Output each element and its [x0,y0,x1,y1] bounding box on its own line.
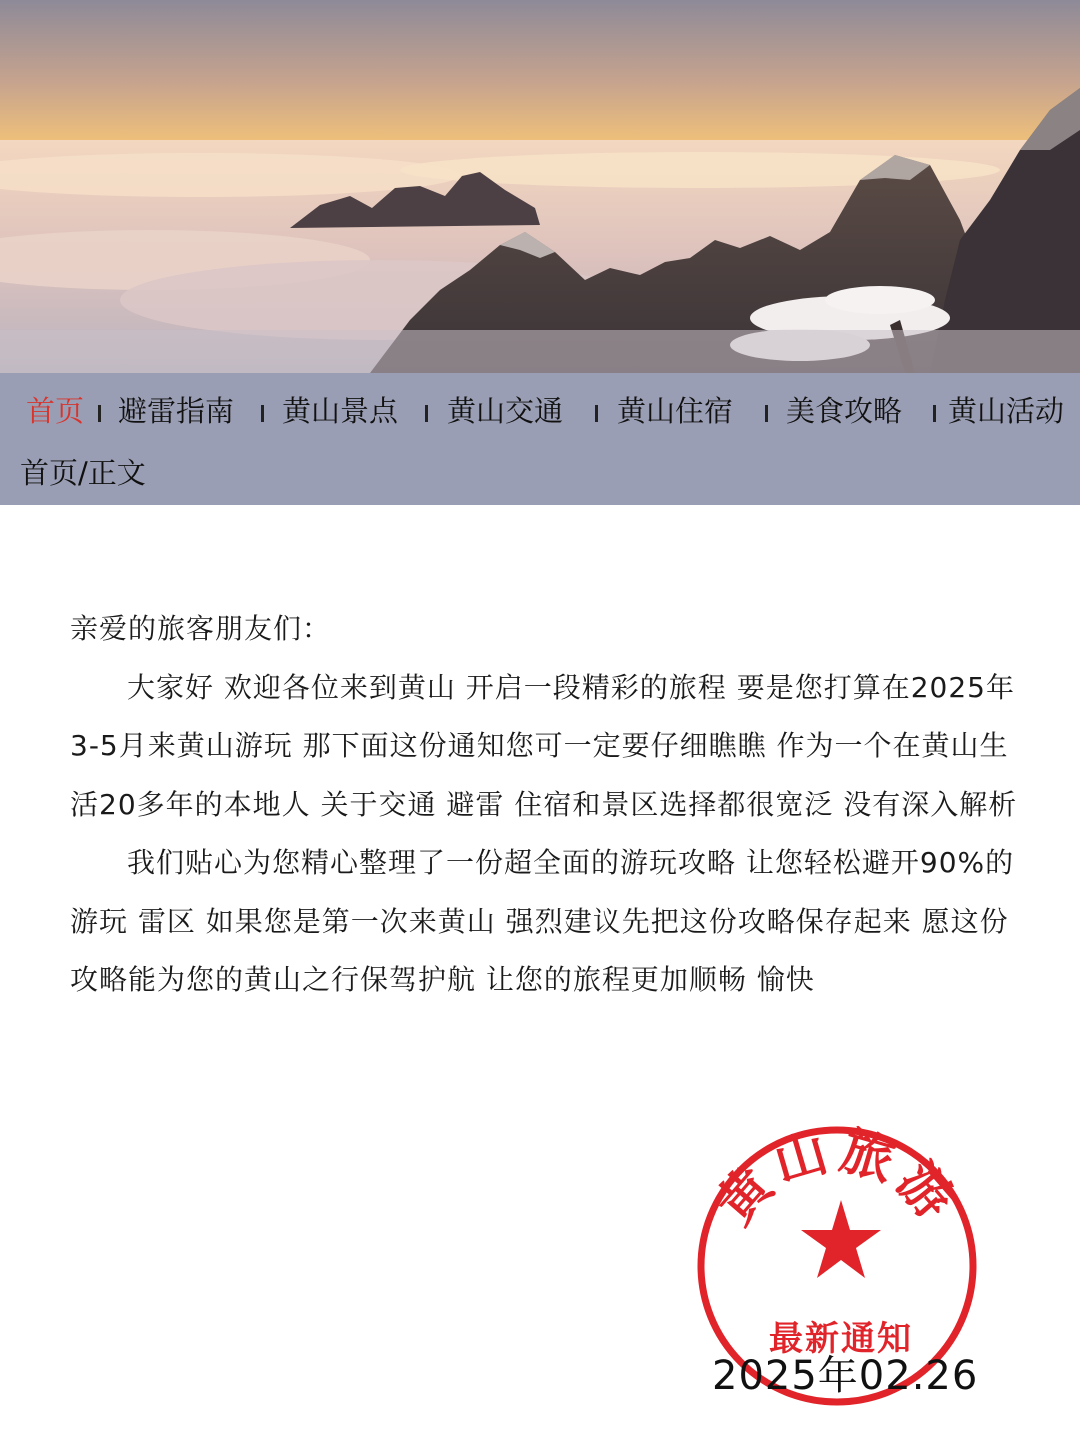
sea-of-clouds-image [0,0,1080,373]
article-greeting: 亲爱的旅客朋友们： [70,612,332,645]
nav-separator [765,405,768,422]
star-icon [801,1200,881,1278]
nav-item-pitfall-guide[interactable]: 避雷指南 [118,394,235,428]
nav-separator [425,405,428,422]
article-paragraph: 我们贴心为您精心整理了一份超全面的游玩攻略 让您轻松避开90%的游玩 雷区 如果您是第一次来黄山 强烈建议先把这份攻略保存起来 愿这份攻略能为您的黄山之行保驾护航 让您的旅程更加顺畅 愉快 [70,846,1015,996]
nav-separator [261,405,264,422]
nav-separator [933,405,936,422]
article-paragraph: 大家好 欢迎各位来到黄山 开启一段精彩的旅程 要是您打算在2025年3-5月来黄山游玩 那下面这份通知您可一定要仔细瞧瞧 作为一个在黄山生活20多年的本地人 关于交通 避雷 住宿和景区选择都很宽泛 没有深入解析 [70,670,1018,821]
nav-item-food-guide[interactable]: 美食攻略 [786,394,903,428]
nav-item-attractions[interactable]: 黄山景点 [282,394,399,428]
nav-item-home[interactable]: 首页 [26,394,85,428]
nav-item-activities[interactable]: 黄山活动 [948,394,1065,428]
stamp-top-text: 黄山旅游 [705,1122,969,1236]
nav-separator [98,405,101,422]
nav-item-transport[interactable]: 黄山交通 [447,394,564,428]
article-body [70,600,1030,1010]
hero-banner [0,0,1080,373]
top-navigation [0,373,1080,505]
nav-menu [0,391,1080,441]
nav-separator [595,405,598,422]
publish-date: 2025年02.26 [712,1353,979,1399]
stamp-bottom-text: 最新通知 [769,1319,913,1359]
breadcrumb: 首页/正文 [20,456,146,490]
nav-item-accommodation[interactable]: 黄山住宿 [617,394,734,428]
